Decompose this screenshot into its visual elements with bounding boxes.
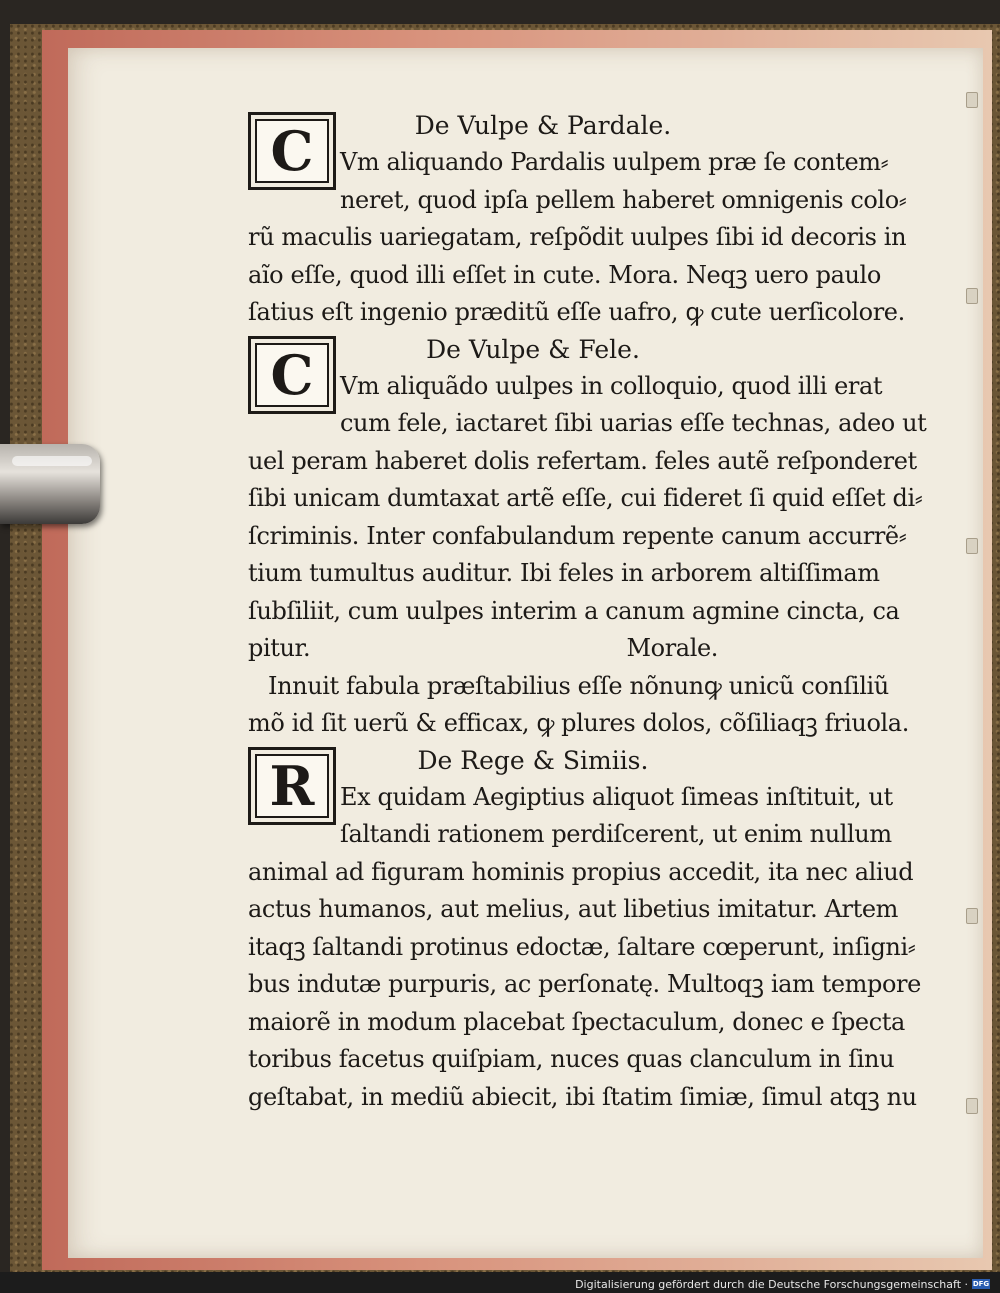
text-line: bus indutæ purpuris, ac perſonatę. Multoqꝫ iam tempore	[248, 970, 921, 998]
page-clip	[0, 444, 100, 524]
text-line: Ex quidam Aegiptius aliquot ſimeas inſtituit, ut	[340, 782, 893, 811]
decorated-initial: C	[248, 336, 336, 414]
moral-line: mõ id ſit uerũ & efficax, ꝙ plures dolos, cõſiliaqꝫ friuola.	[248, 709, 909, 737]
fable-vulpe-fele	[248, 332, 927, 743]
text-line: tium tumultus auditur. Ibi feles in arborem altiſſimam	[248, 559, 880, 587]
credit-text: Digitalisierung gefördert durch die Deutsche Forschungsgemeinschaft ·	[575, 1277, 968, 1291]
binding-stitch	[966, 92, 978, 108]
text-line: actus humanos, aut melius, aut libetius imitatur. Artem	[248, 895, 898, 923]
binding-stitch	[966, 538, 978, 554]
text-line: cum fele, iactaret ſibi uarias eſſe technas, adeo ut	[340, 409, 927, 437]
decorated-initial: R	[248, 747, 336, 825]
moral-label: Morale.	[626, 634, 718, 662]
binding-stitch	[966, 288, 978, 304]
text-line: uel peram haberet dolis refertam. feles autẽ reſponderet	[248, 446, 917, 475]
text-line: itaqꝫ ſaltandi protinus edoctæ, ſaltare cœperunt, inſigni⸗	[248, 932, 916, 961]
fable-title: De Rege & Simiis.	[417, 745, 649, 775]
text-line: toribus facetus quiſpiam, nuces quas clanculum in ſinu	[248, 1045, 895, 1073]
digitization-credit	[575, 1276, 990, 1292]
text-line: maiorẽ in modum placebat ſpectaculum, donec e ſpecta	[248, 1007, 905, 1036]
clip-highlight	[12, 456, 92, 466]
fable-title: De Vulpe & Pardale.	[414, 111, 672, 140]
text-line: ſubſiliit, cum uulpes interim a canum agmine cincta, ca	[248, 596, 900, 625]
dfg-logo-icon: DFG	[972, 1280, 990, 1288]
text-line: ſatius eſt ingenio præditũ eſſe uafro, ꝙ cute uerſicolore.	[248, 298, 905, 326]
text-line: Vm aliquãdo uulpes in colloquio, quod illi erat	[340, 371, 883, 400]
text-line: ſcriminis. Inter confabulandum repente canum accurrẽ⸗	[248, 521, 907, 550]
decorated-initial: C	[248, 112, 336, 190]
text-line: rũ maculis uariegatam, reſpõdit uulpes ſibi id decoris in	[248, 223, 907, 251]
fable-title: De Vulpe & Fele.	[426, 334, 640, 364]
fable-vulpe-pardale	[248, 108, 907, 332]
text-line: Vm aliquando Pardalis uulpem præ ſe contem⸗	[340, 148, 889, 176]
binding-stitch	[966, 1098, 978, 1114]
text-line: geſtabat, in mediũ abiecit, ibi ſtatim ſimiæ, ſimul atqꝫ nu	[248, 1082, 917, 1111]
text-line: ſaltandi rationem perdiſcerent, ut enim nullum	[340, 820, 892, 848]
text-line: ſibi unicam dumtaxat artẽ eſſe, cui fideret ſi quid eſſet di⸗	[248, 484, 923, 512]
text-line: animal ad figuram hominis propius accedit, ita nec aliud	[248, 857, 914, 886]
moral-line: Innuit fabula præſtabilius eſſe nõnunꝙ unicũ conſiliũ	[268, 671, 889, 700]
text-line: neret, quod ipſa pellem haberet omnigenis colo⸗	[340, 185, 907, 214]
page-text	[248, 108, 927, 1116]
text-line: aĩo eſſe, quod illi eſſet in cute. Mora. Neqꝫ uero paulo	[248, 260, 881, 289]
fable-rege-simiis	[248, 743, 921, 1117]
text-line-end: pitur.	[248, 634, 311, 662]
binding-stitch	[966, 908, 978, 924]
text-line-with-moral-label	[248, 630, 898, 668]
